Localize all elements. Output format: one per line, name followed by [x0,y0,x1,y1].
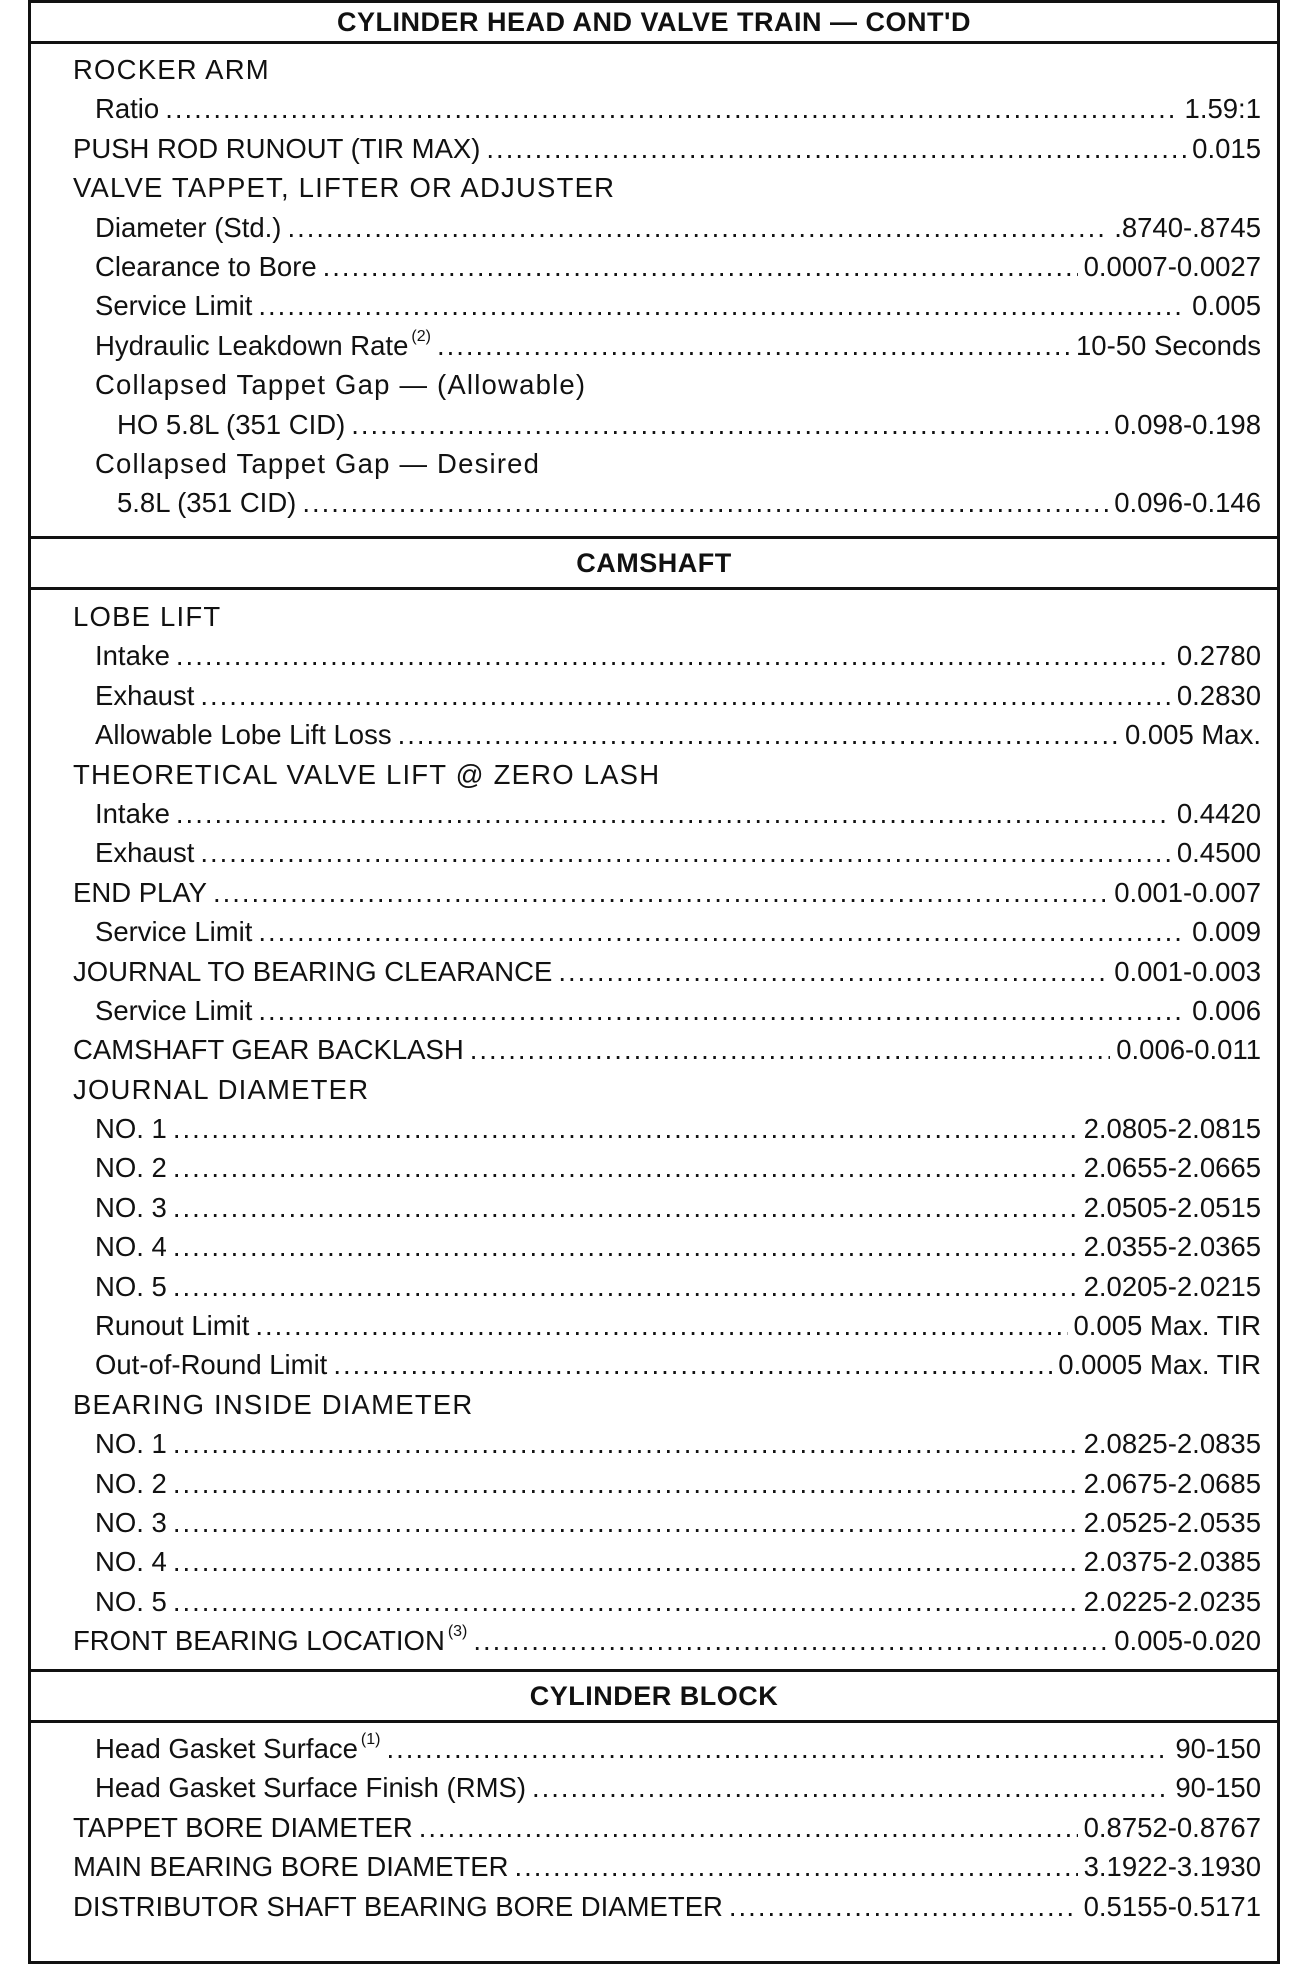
spec-row [31,715,1277,754]
spec-label-text: JOURNAL TO BEARING CLEARANCE [73,955,553,987]
spec-label [95,912,252,951]
spec-label-text: Head Gasket Surface Finish (RMS) [95,1772,526,1804]
spec-label [73,1808,413,1847]
spec-label-text: Exhaust [95,679,195,711]
dot-leader [165,89,1178,128]
spec-label [95,676,194,715]
spec-value: 2.0205-2.0215 [1083,1270,1261,1302]
spec-label [95,1345,327,1384]
spec-label-text: 5.8L (351 CID) [117,487,297,519]
spec-label-text: PUSH ROD RUNOUT (TIR MAX) [73,132,481,164]
spec-label-text: NO. 1 [95,1428,167,1460]
spec-label-text: Intake [95,640,170,672]
spec-label-text: NO. 2 [95,1467,167,1499]
spec-value: 0.098-0.198 [1114,408,1261,440]
spec-value: 0.005 Max. TIR [1073,1310,1261,1342]
spec-label [95,1503,167,1542]
spec-row [31,208,1277,247]
spec-label-text: NO. 5 [95,1585,167,1617]
spec-row [31,1148,1277,1187]
spec-label [95,1148,167,1187]
spec-label [73,1389,473,1420]
spec-row [31,1887,1277,1926]
spec-value: 90-150 [1175,1772,1261,1804]
spec-row [31,1768,1277,1807]
spec-row [31,1847,1277,1886]
spec-label-text: Intake [95,797,170,829]
spec-label [73,873,207,912]
spec-label-text: Collapsed Tappet Gap — Desired [95,447,541,479]
dot-leader [473,1621,1108,1660]
spec-label-text: NO. 2 [95,1152,167,1184]
spec-label [95,636,170,675]
spec-label-text: BEARING INSIDE DIAMETER [73,1388,474,1420]
spec-value: 0.2830 [1176,679,1261,711]
spec-value: 0.096-0.146 [1114,487,1261,519]
dot-leader [486,129,1186,168]
dot-leader [176,636,1171,675]
spec-group-heading [31,1385,1277,1424]
spec-label-text: Service Limit [95,290,253,322]
spec-label-text: Ratio [95,93,160,125]
spec-label [95,89,159,128]
dot-leader [323,247,1078,286]
spec-value: 90-150 [1175,1733,1261,1764]
dot-leader [398,715,1119,754]
spec-label [95,1424,167,1463]
spec-value: 2.0675-2.0685 [1083,1467,1261,1499]
spec-label [95,326,431,365]
spec-label-text: JOURNAL DIAMETER [73,1073,370,1105]
spec-value: 2.0355-2.0365 [1083,1231,1261,1263]
spec-label-text: Allowable Lobe Lift Loss [95,719,392,751]
spec-group-heading [31,365,1277,404]
spec-label-text: LOBE LIFT [73,601,222,632]
spec-label [73,54,270,85]
section-body-cylinder-block [31,1729,1277,1926]
spec-label [95,833,194,872]
dot-leader [386,1729,1169,1768]
dot-leader [255,1306,1067,1345]
dot-leader [532,1768,1169,1807]
dot-leader [437,326,1070,365]
spec-value: 0.0005 Max. TIR [1058,1349,1261,1381]
dot-leader [287,208,1108,247]
spec-label [95,1227,167,1266]
spec-row [31,952,1277,991]
spec-label [73,1847,508,1886]
section-header-camshaft: CAMSHAFT [31,536,1277,590]
dot-leader [258,912,1186,951]
spec-label-text: VALVE TAPPET, LIFTER OR ADJUSTER [73,172,616,204]
spec-value: 0.2780 [1176,640,1261,672]
dot-leader [258,286,1186,325]
spec-label-text: ROCKER ARM [73,54,270,85]
spec-row [31,1503,1277,1542]
spec-value: 0.8752-0.8767 [1083,1811,1261,1843]
dot-leader [729,1887,1078,1926]
dot-leader [173,1503,1078,1542]
spec-label-text: NO. 4 [95,1231,167,1263]
spec-label-text: NO. 5 [95,1270,167,1302]
spec-label [95,715,392,754]
spec-value: 0.005 [1192,290,1261,322]
spec-label [117,483,296,522]
spec-label-text: DISTRIBUTOR SHAFT BEARING BORE DIAMETER [73,1890,723,1922]
spec-value: 0.4420 [1176,797,1261,829]
spec-value: 0.009 [1192,916,1261,948]
spec-row [31,1729,1277,1768]
spec-row [31,1345,1277,1384]
spec-value: 2.0505-2.0515 [1083,1191,1261,1223]
spec-label-text: Out-of-Round Limit [95,1349,328,1381]
spec-row [31,1542,1277,1581]
spec-label-text: Diameter (Std.) [95,211,282,243]
spec-value: 2.0805-2.0815 [1083,1113,1261,1145]
spec-label [73,759,660,790]
spec-label [73,1887,723,1926]
spec-row [31,676,1277,715]
spec-label-text: TAPPET BORE DIAMETER [73,1811,413,1843]
dot-leader [213,873,1108,912]
spec-label [95,1582,167,1621]
spec-label [95,1729,380,1768]
spec-value: 0.5155-0.5171 [1083,1890,1261,1922]
spec-row [31,1109,1277,1148]
dot-leader [302,483,1108,522]
spec-label-text: FRONT BEARING LOCATION [73,1625,445,1657]
spec-row [31,1808,1277,1847]
spec-row [31,1188,1277,1227]
spec-label-text: NO. 1 [95,1113,167,1145]
spec-row [31,1424,1277,1463]
dot-leader [173,1464,1078,1503]
dot-leader [173,1109,1078,1148]
dot-leader [173,1267,1078,1306]
spec-value: 2.0375-2.0385 [1083,1546,1261,1578]
section-body-camshaft [31,597,1277,1661]
spec-row [31,405,1277,444]
spec-row [31,1306,1277,1345]
spec-label-text: Service Limit [95,916,253,948]
spec-label-text: NO. 4 [95,1546,167,1578]
spec-row [31,833,1277,872]
spec-label-text: NO. 3 [95,1191,167,1223]
dot-leader [558,952,1108,991]
spec-value: 0.001-0.007 [1114,876,1261,908]
dot-leader [351,405,1108,444]
spec-label [95,1306,249,1345]
spec-label [95,247,317,286]
spec-label-text: Runout Limit [95,1310,250,1342]
spec-group-heading [31,444,1277,483]
spec-group-heading [31,1070,1277,1109]
spec-group-heading [31,50,1277,89]
spec-row [31,129,1277,168]
dot-leader [200,676,1171,715]
spec-label-text: NO. 3 [95,1506,167,1538]
dot-leader [176,794,1171,833]
footnote-marker: (3) [447,1623,468,1640]
spec-group-heading [31,168,1277,207]
spec-label-text: Hydraulic Leakdown Rate [95,329,409,361]
dot-leader [173,1582,1078,1621]
spec-label [95,794,170,833]
spec-value: 2.0225-2.0235 [1083,1585,1261,1617]
spec-label [73,1030,464,1069]
spec-label-text: END PLAY [73,876,207,908]
spec-label-text: Exhaust [95,837,195,869]
spec-row [31,89,1277,128]
spec-value: 0.015 [1192,132,1261,164]
spec-value: 10-50 Seconds [1076,329,1261,361]
footnote-marker: (1) [360,1730,381,1748]
spec-label-text: THEORETICAL VALVE LIFT @ ZERO LASH [73,758,661,790]
spec-group-heading [31,597,1277,636]
spec-row [31,912,1277,951]
dot-leader [333,1345,1052,1384]
spec-row [31,1030,1277,1069]
dot-leader [173,1424,1078,1463]
spec-row [31,1267,1277,1306]
dot-leader [173,1148,1078,1187]
spec-label [95,1768,526,1807]
spec-value: 0.005 Max. [1124,719,1261,751]
spec-label [117,405,345,444]
spec-label [95,1109,167,1148]
spec-value: 2.0825-2.0835 [1083,1428,1261,1460]
section-header-cylinder-block: CYLINDER BLOCK [31,1669,1277,1723]
spec-label [95,208,281,247]
spec-label-text: CAMSHAFT GEAR BACKLASH [73,1034,464,1066]
spec-value: 1.59:1 [1184,93,1261,125]
spec-row [31,1464,1277,1503]
spec-label [95,1267,167,1306]
spec-label [95,1464,167,1503]
dot-leader [173,1188,1078,1227]
section-body-valve-train [31,50,1277,523]
dot-leader [258,991,1186,1030]
spec-label [73,172,615,203]
spec-label [73,1621,467,1660]
spec-value: 0.001-0.003 [1114,955,1261,987]
spec-row [31,1582,1277,1621]
section-header-valve-train: CYLINDER HEAD AND VALVE TRAIN — CONT'D [31,0,1277,44]
dot-leader [173,1542,1078,1581]
spec-label-text: Head Gasket Surface [95,1733,358,1764]
spec-value: 0.4500 [1176,837,1261,869]
spec-row [31,1621,1277,1660]
spec-label [73,1074,369,1105]
spec-row [31,286,1277,325]
spec-label [95,448,540,479]
spec-value: 2.0655-2.0665 [1083,1152,1261,1184]
spec-group-heading [31,755,1277,794]
spec-label [95,369,586,400]
spec-row [31,1227,1277,1266]
spec-label [73,952,552,991]
spec-label [95,286,252,325]
spec-label-text: HO 5.8L (351 CID) [117,408,346,440]
spec-label [95,1188,167,1227]
dot-leader [419,1808,1078,1847]
spec-label [95,991,252,1030]
spec-label-text: Service Limit [95,994,253,1026]
spec-label [73,129,480,168]
spec-table [28,0,1280,1964]
spec-label [73,601,221,632]
spec-value: 0.005-0.020 [1114,1625,1261,1657]
spec-row [31,794,1277,833]
dot-leader [173,1227,1078,1266]
spec-row [31,636,1277,675]
dot-leader [514,1847,1077,1886]
spec-row [31,247,1277,286]
spec-label-text: Collapsed Tappet Gap — (Allowable) [95,369,587,401]
spec-value: 0.0007-0.0027 [1083,250,1261,282]
spec-label-text: MAIN BEARING BORE DIAMETER [73,1851,509,1883]
dot-leader [200,833,1171,872]
spec-value: 0.006-0.011 [1116,1034,1261,1066]
spec-value: 3.1922-3.1930 [1083,1851,1261,1883]
spec-value: 0.006 [1192,994,1261,1026]
spec-value: .8740-.8745 [1114,211,1261,243]
spec-row [31,873,1277,912]
spec-row [31,483,1277,522]
footnote-marker: (2) [411,327,431,345]
spec-label [95,1542,167,1581]
spec-row [31,326,1277,365]
spec-value: 2.0525-2.0535 [1083,1506,1261,1538]
dot-leader [470,1030,1111,1069]
spec-row [31,991,1277,1030]
spec-label-text: Clearance to Bore [95,250,317,282]
